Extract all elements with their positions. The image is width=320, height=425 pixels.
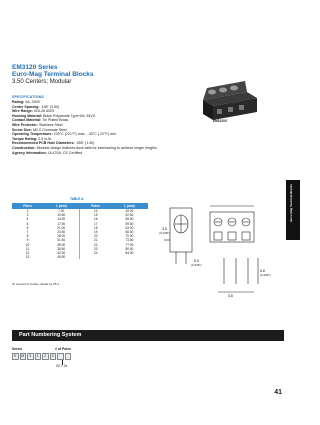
series-title [12,64,94,78]
part-number-box: E [12,353,19,360]
side-view [164,208,192,264]
spec-item: Housing Material: Black Polyamide Type 6/6, 94V0 [12,113,95,118]
poles-box [65,353,72,360]
spec-item: Rating: 6A, 300V [12,100,41,104]
table-row: 5 17.50 17 59.50 [26,221,134,226]
part-number-box: 0 [50,353,57,360]
spec-item: Screw Size: M2.0 Chromate Steel [12,127,67,132]
spec-item: Wire Range: #16-26 AWG [12,109,55,114]
column-header: L (mm) [111,203,148,209]
product-photo [195,70,265,126]
spec-item: Wire Protector: Stainless Steel [12,122,63,127]
part-number-box: 2 [42,353,49,360]
table-row: 12 42.00 24 84.00 [25,251,134,256]
photo-caption: EM3120X [213,119,227,123]
dimension-label: 8.5 [194,259,199,263]
series-title-line2: Euro-Mag Terminal Blocks [12,71,94,78]
column-header: L (mm) [43,203,80,209]
footprint-view [218,258,258,292]
table-row: 8 28.00 20 70.00 [26,234,134,239]
dimension-label: (0.268") [260,273,271,277]
poles-example: 02 = 2s [56,364,68,368]
table-note: To convert to inches, divide by 25.4 [12,282,59,286]
front-view [210,206,254,242]
dimension-label: (0.335") [191,263,202,267]
table-row: 2 7.00 14 49.00 [26,209,134,213]
terminal-block-illustration [203,81,257,120]
section-side-tab [286,180,300,240]
specifications-heading: SPECIFICATIONS [12,95,44,99]
table-row: 10 35.00 22 77.00 [25,242,134,247]
table-row: 11 38.50 23 80.50 [25,246,134,251]
part-number-box: 1 [35,353,42,360]
series-label: Series [12,347,23,351]
table-title: TABLE A [70,197,84,201]
spec-item: Construction: Modular design features dove-tails for interlocking to achieve longer lengths [12,145,157,150]
dimension-label: (0.138") [159,231,170,235]
table-row: 6 21.00 18 63.00 [26,225,134,230]
side-tab-label: Euro-Mag Terminal Blocks [289,184,293,222]
poles-box [57,353,64,360]
column-header: Poles [12,203,43,209]
spec-item: Center Spacing: .138" (3.50) [12,104,60,109]
dimension-label: 6.8 [260,269,265,273]
part-number-boxes [12,353,71,360]
dimension-table [12,203,148,259]
spec-item: Recommended PCB Hole Diameters: .055" (1.40) [12,141,95,146]
dimension-label: 3.5 [162,227,167,231]
spec-item: Operating Temperature: 105°C (221°F) max., -30°C (-22°F) min. [12,132,117,137]
series-title-line1: EM3120 Series [12,64,58,71]
dimension-label: 3.8 [228,294,233,298]
table-row: 4 14.00 16 56.00 [26,217,134,222]
table-row: 7 24.50 19 66.50 [26,230,134,235]
part-number-box: M [21,354,25,358]
table-row: 13 45.50 [12,255,148,259]
spec-item: Torque Rating: 2.5 in-lb. [12,136,53,141]
page-number: 41 [274,389,282,396]
series-subtitle: 3.50 Centers; Modular [12,79,72,85]
poles-label: # of Poles [55,347,72,351]
part-number-box: 3 [27,353,34,360]
table-row: 9 31.50 21 73.50 [26,238,134,243]
spec-item: Agency Information: UL/CSA; CE Certified [12,150,83,155]
specifications-list [12,100,182,155]
spec-item: Contact Material: Tin Plated Brass [12,118,69,123]
column-header: Poles [80,203,111,209]
technical-drawing [158,200,284,300]
part-numbering-title: Part Numbering System [19,332,82,338]
table-row: 3 10.50 15 52.50 [26,213,134,218]
